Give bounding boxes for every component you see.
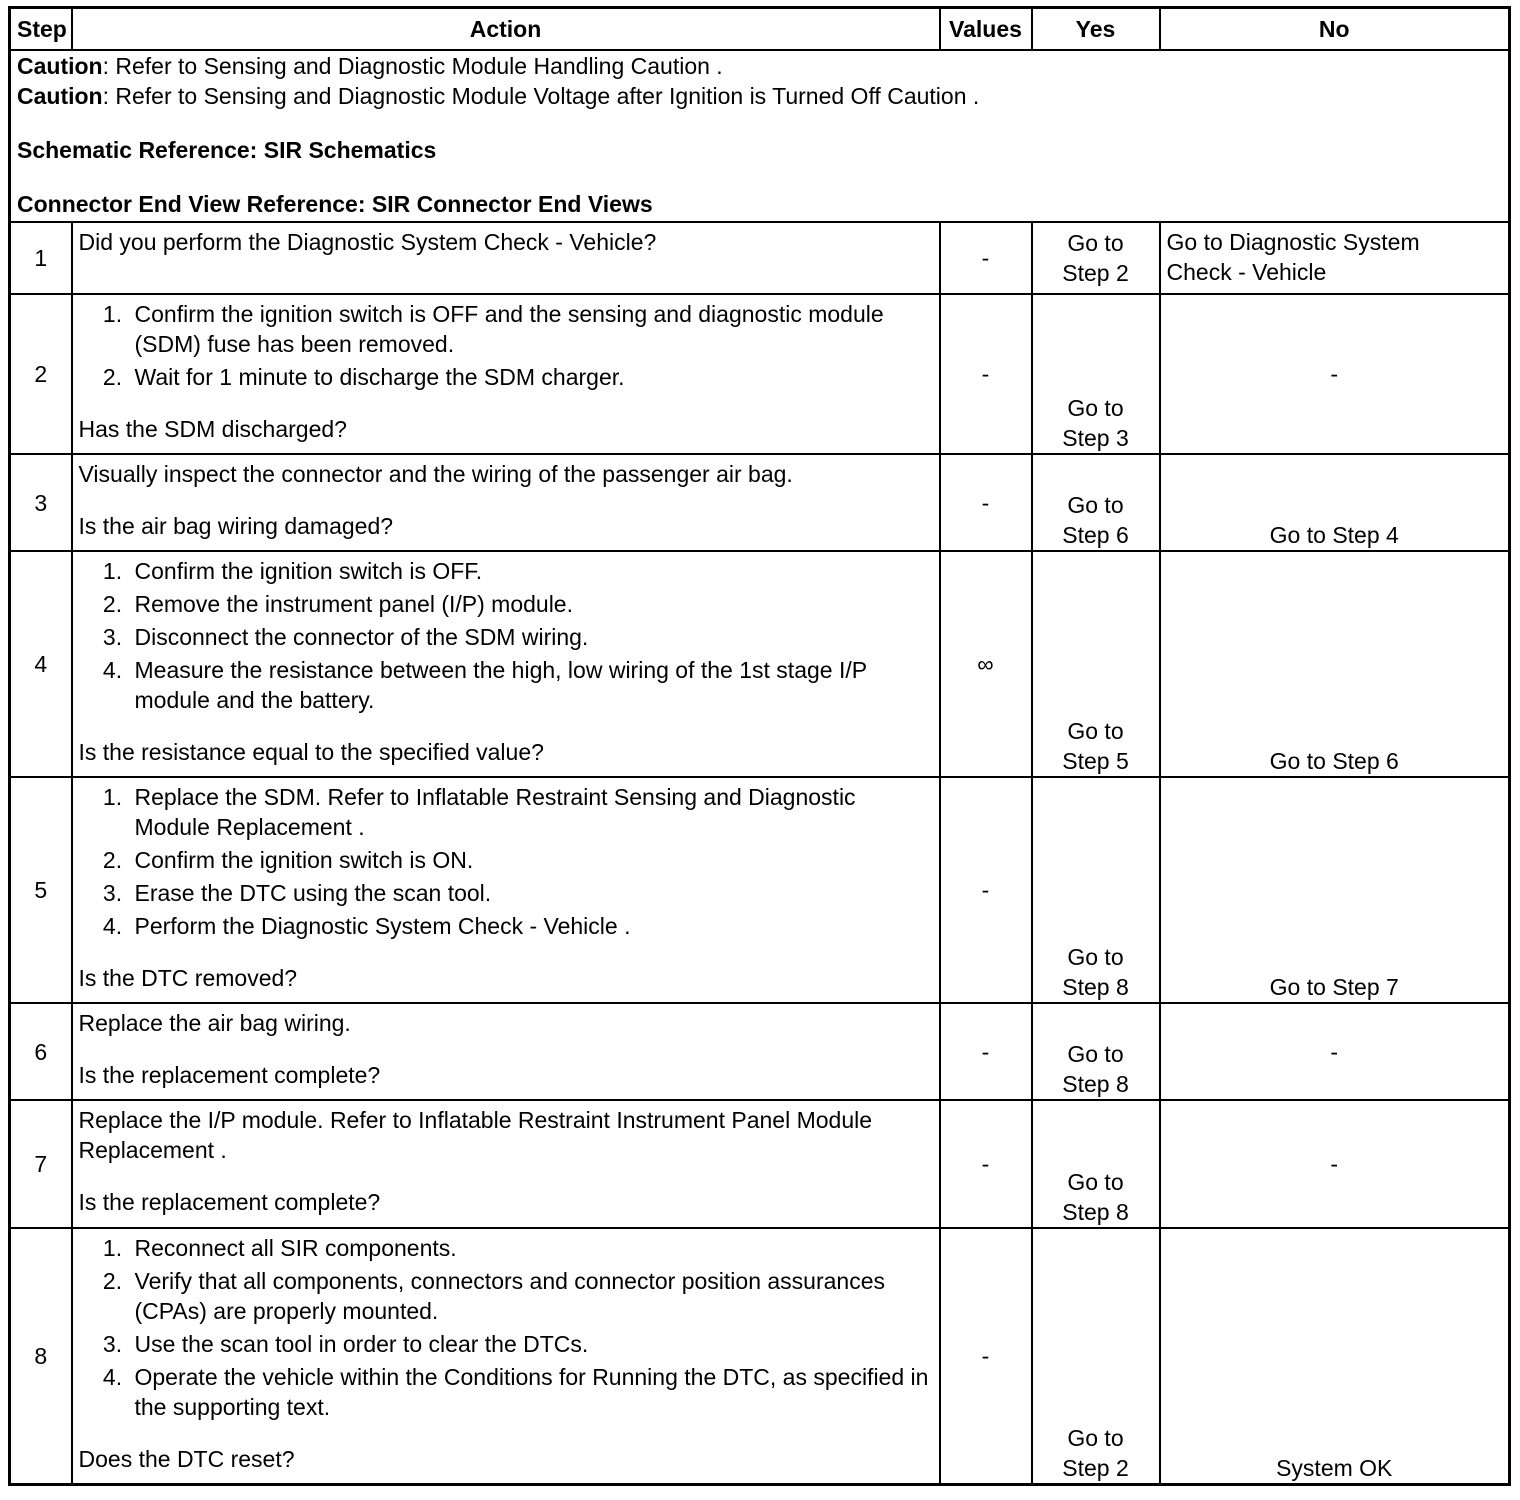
table-row bbox=[10, 222, 1510, 294]
list-item: 4. Operate the vehicle within the Conditions for Running the DTC, as specified in the supporting text. bbox=[129, 1362, 933, 1422]
no-cell: - bbox=[1160, 1003, 1510, 1100]
caution-line-1 bbox=[17, 51, 1502, 81]
action-list bbox=[79, 1233, 933, 1422]
header-yes: Yes bbox=[1032, 8, 1160, 51]
caution-line-2 bbox=[17, 81, 1502, 111]
list-item: 1. Confirm the ignition switch is OFF. bbox=[129, 556, 933, 586]
action-cell bbox=[72, 1003, 940, 1100]
caution-text: : Refer to Sensing and Diagnostic Module Voltage after Ignition is Turned Off Caution . bbox=[102, 83, 980, 109]
action-text: Replace the I/P module. Refer to Inflatable Restraint Instrument Panel Module Replacement . bbox=[78, 1107, 873, 1163]
action-question: Is the DTC removed? bbox=[78, 965, 298, 991]
no-link[interactable]: Check - Vehicle bbox=[1166, 259, 1327, 285]
yes-cell bbox=[1032, 454, 1160, 551]
header-row bbox=[10, 8, 1510, 51]
list-item: 2. Remove the instrument panel (I/P) module. bbox=[129, 589, 933, 619]
yes-link[interactable]: Go to bbox=[1067, 1169, 1124, 1195]
yes-link[interactable]: Step 2 bbox=[1062, 260, 1129, 286]
list-item: 2. Wait for 1 minute to discharge the SDM charger. bbox=[129, 362, 933, 392]
list-item: 1. Reconnect all SIR components. bbox=[129, 1233, 933, 1263]
table-row bbox=[10, 777, 1510, 1003]
table-row bbox=[10, 1228, 1510, 1484]
yes-link[interactable]: Go to bbox=[1067, 1424, 1124, 1451]
step-number: 2 bbox=[10, 294, 72, 454]
list-item: 3. Use the scan tool in order to clear the DTCs. bbox=[129, 1329, 933, 1359]
table-row bbox=[10, 294, 1510, 454]
action-question: Is the resistance equal to the specified value? bbox=[78, 739, 544, 765]
list-item: 1. Replace the SDM. Refer to Inflatable Restraint Sensing and Diagnostic Module Replacement . bbox=[129, 782, 933, 842]
table-row bbox=[10, 454, 1510, 551]
step-number: 6 bbox=[10, 1003, 72, 1100]
yes-link[interactable]: Go to bbox=[1067, 395, 1124, 421]
no-link[interactable]: Go to Step 6 bbox=[1160, 551, 1510, 777]
yes-link[interactable]: Step 8 bbox=[1062, 1199, 1129, 1225]
action-list bbox=[79, 782, 933, 941]
action-text: Did you perform the Diagnostic System Check - Vehicle? bbox=[72, 222, 940, 294]
action-list bbox=[79, 299, 933, 392]
list-item: 2. Verify that all components, connectors and connector position assurances (CPAs) are properly mounted. bbox=[129, 1266, 933, 1326]
header-values: Values bbox=[940, 8, 1032, 51]
table-row bbox=[10, 1003, 1510, 1100]
values-cell: - bbox=[940, 222, 1032, 294]
values-cell: - bbox=[940, 1003, 1032, 1100]
values-cell: ∞ bbox=[940, 551, 1032, 777]
action-question: Does the DTC reset? bbox=[78, 1446, 295, 1472]
action-cell bbox=[72, 1228, 940, 1484]
list-item: 1. Confirm the ignition switch is OFF and the sensing and diagnostic module (SDM) fuse has been removed. bbox=[129, 299, 933, 359]
table-row bbox=[10, 1100, 1510, 1228]
yes-cell bbox=[1032, 222, 1160, 294]
yes-cell bbox=[1032, 1100, 1160, 1228]
yes-cell bbox=[1032, 1003, 1160, 1100]
step-number: 3 bbox=[10, 454, 72, 551]
yes-link[interactable]: Step 3 bbox=[1062, 425, 1129, 451]
action-question: Is the replacement complete? bbox=[78, 1189, 381, 1215]
values-cell: - bbox=[940, 1228, 1032, 1484]
yes-link[interactable]: Go to bbox=[1067, 230, 1124, 256]
values-cell: - bbox=[940, 1100, 1032, 1228]
action-cell bbox=[72, 777, 940, 1003]
action-cell bbox=[72, 294, 940, 454]
header-no: No bbox=[1160, 8, 1510, 51]
action-question: Is the air bag wiring damaged? bbox=[78, 513, 394, 539]
yes-cell bbox=[1032, 777, 1160, 1003]
caution-row bbox=[10, 50, 1510, 222]
list-item: 4. Measure the resistance between the high, low wiring of the 1st stage I/P module and the battery. bbox=[129, 655, 933, 715]
yes-link[interactable]: Go to bbox=[1067, 1041, 1124, 1067]
yes-link[interactable]: Go to bbox=[1067, 944, 1124, 970]
action-text: Replace the air bag wiring. bbox=[78, 1010, 351, 1036]
no-link[interactable]: Go to Diagnostic System bbox=[1166, 229, 1420, 255]
list-item: 3. Erase the DTC using the scan tool. bbox=[129, 878, 933, 908]
action-cell bbox=[72, 551, 940, 777]
step-number: 8 bbox=[10, 1228, 72, 1484]
action-question: Is the replacement complete? bbox=[78, 1062, 381, 1088]
schematic-reference: Schematic Reference: SIR Schematics bbox=[17, 137, 437, 163]
yes-link[interactable]: Step 6 bbox=[1062, 522, 1129, 548]
values-cell: - bbox=[940, 294, 1032, 454]
list-item: 3. Disconnect the connector of the SDM wiring. bbox=[129, 622, 933, 652]
yes-link[interactable]: Step 5 bbox=[1062, 748, 1129, 774]
caution-text: : Refer to Sensing and Diagnostic Module Handling Caution . bbox=[102, 53, 723, 79]
yes-link[interactable]: Step 8 bbox=[1062, 974, 1129, 1000]
yes-link[interactable]: Step 8 bbox=[1062, 1071, 1129, 1097]
values-cell: - bbox=[940, 777, 1032, 1003]
connector-reference: Connector End View Reference: SIR Connector End Views bbox=[17, 191, 653, 217]
no-cell: System OK bbox=[1160, 1228, 1510, 1484]
step-number: 1 bbox=[10, 222, 72, 294]
yes-cell bbox=[1032, 1228, 1160, 1484]
values-cell: - bbox=[940, 454, 1032, 551]
action-cell bbox=[72, 454, 940, 551]
list-item: 2. Confirm the ignition switch is ON. bbox=[129, 845, 933, 875]
yes-link[interactable]: Step 2 bbox=[1062, 1454, 1129, 1481]
no-link[interactable]: Go to Step 4 bbox=[1160, 454, 1510, 551]
caution-label: Caution bbox=[17, 83, 103, 109]
header-action: Action bbox=[72, 8, 940, 51]
action-question: Has the SDM discharged? bbox=[78, 416, 347, 442]
action-list bbox=[79, 556, 933, 715]
yes-link[interactable]: Go to bbox=[1067, 492, 1124, 518]
action-text: Visually inspect the connector and the wiring of the passenger air bag. bbox=[78, 461, 793, 487]
caution-cell bbox=[10, 50, 1510, 222]
yes-link[interactable]: Go to bbox=[1067, 718, 1124, 744]
action-cell bbox=[72, 1100, 940, 1228]
table-row bbox=[10, 551, 1510, 777]
no-link[interactable]: Go to Step 7 bbox=[1160, 777, 1510, 1003]
no-cell: - bbox=[1160, 294, 1510, 454]
caution-label: Caution bbox=[17, 53, 103, 79]
step-number: 4 bbox=[10, 551, 72, 777]
yes-cell bbox=[1032, 551, 1160, 777]
diagnostic-table bbox=[8, 6, 1511, 1486]
header-step: Step bbox=[10, 8, 72, 51]
step-number: 5 bbox=[10, 777, 72, 1003]
step-number: 7 bbox=[10, 1100, 72, 1228]
no-cell: - bbox=[1160, 1100, 1510, 1228]
no-cell bbox=[1160, 222, 1510, 294]
yes-cell bbox=[1032, 294, 1160, 454]
list-item: 4. Perform the Diagnostic System Check - Vehicle . bbox=[129, 911, 933, 941]
